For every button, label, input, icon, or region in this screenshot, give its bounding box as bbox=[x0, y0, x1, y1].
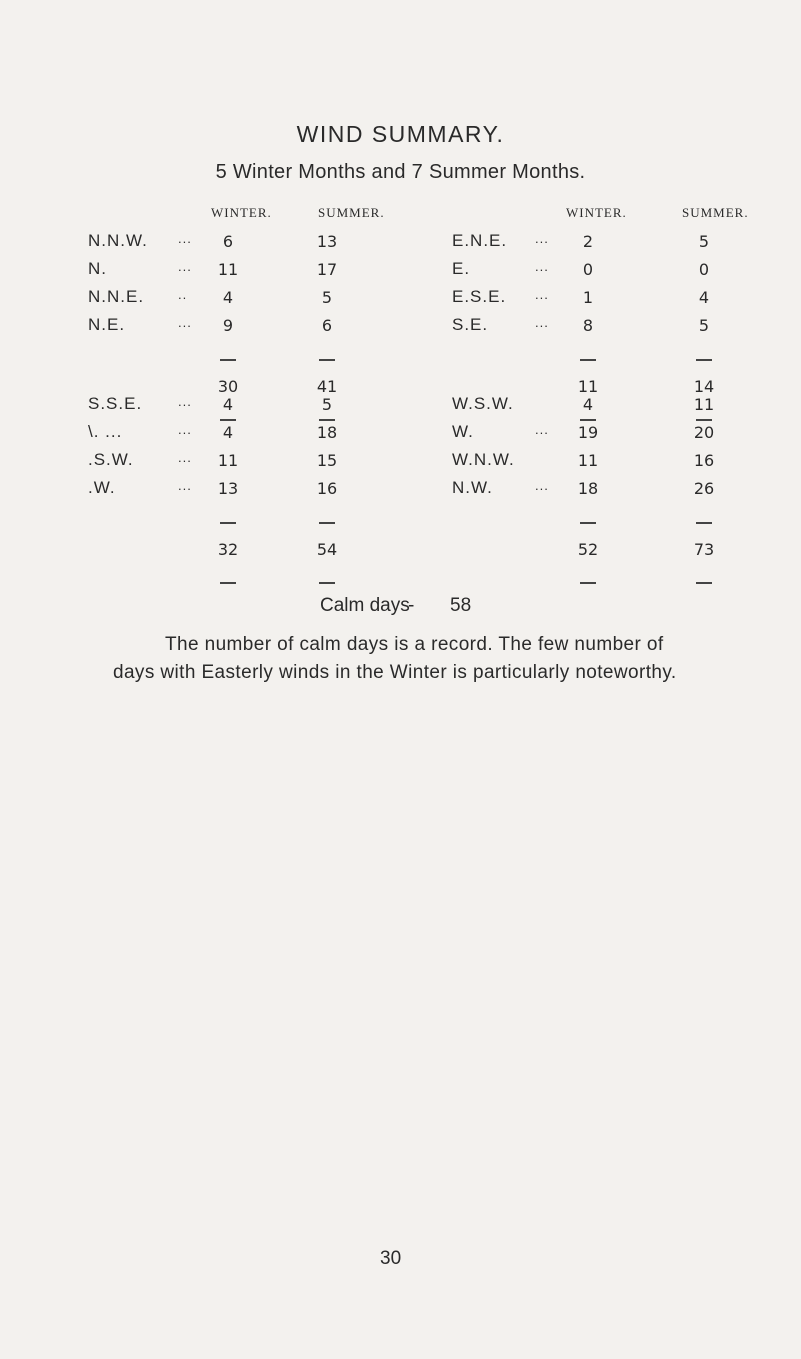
left-winter-value: 11 bbox=[217, 451, 239, 470]
right-summer-value: 5 bbox=[698, 232, 710, 251]
left-summer-value: 6 bbox=[321, 316, 333, 335]
right-direction-label: S.E. bbox=[452, 315, 489, 334]
right-winter-value: 18 bbox=[577, 479, 599, 498]
header-left-summer: SUMMER. bbox=[318, 205, 385, 220]
right-leader-dots: ... bbox=[535, 231, 549, 246]
rule-below-total bbox=[696, 419, 712, 421]
rule-below-total bbox=[319, 419, 335, 421]
right-summer-value: 5 bbox=[698, 316, 710, 335]
left-summer-value: 13 bbox=[316, 232, 338, 251]
left-winter-value: 4 bbox=[222, 288, 234, 307]
left-direction-label: .S.W. bbox=[88, 450, 134, 469]
right-direction-label: E.S.E. bbox=[452, 287, 507, 306]
left-direction-label: S.S.E. bbox=[88, 394, 143, 413]
right-winter-value: 1 bbox=[582, 288, 594, 307]
rule-above-total bbox=[580, 522, 596, 524]
right-summer-value: 26 bbox=[693, 479, 715, 498]
note-line-2: days with Easterly winds in the Winter is particularly noteworthy. bbox=[113, 662, 677, 683]
calm-days-value: 58 bbox=[450, 595, 472, 616]
right-leader-dots: ... bbox=[535, 478, 549, 493]
left-summer-value: 16 bbox=[316, 479, 338, 498]
total-ls-value: 54 bbox=[316, 540, 338, 559]
right-summer-value: 20 bbox=[693, 423, 715, 442]
page-title: WIND SUMMARY. bbox=[296, 121, 505, 147]
rule-above-total bbox=[696, 522, 712, 524]
rule-below-total bbox=[580, 582, 596, 584]
left-direction-label: N.N.E. bbox=[88, 287, 145, 306]
total-ls-value: 41 bbox=[316, 377, 338, 396]
right-winter-value: 19 bbox=[577, 423, 599, 442]
rule-below-total bbox=[220, 419, 236, 421]
left-winter-value: 11 bbox=[217, 260, 239, 279]
right-direction-label: W.S.W. bbox=[452, 394, 514, 413]
left-leader-dots: ... bbox=[178, 231, 192, 246]
calm-days-label: Calm days bbox=[320, 595, 410, 616]
total-rs-value: 14 bbox=[693, 377, 715, 396]
header-right-winter: WINTER. bbox=[566, 205, 627, 220]
total-lw-value: 30 bbox=[217, 377, 239, 396]
left-leader-dots: ... bbox=[178, 422, 192, 437]
header-right-summer: SUMMER. bbox=[682, 205, 749, 220]
page-subtitle: 5 Winter Months and 7 Summer Months. bbox=[215, 161, 586, 183]
left-leader-dots: .. bbox=[178, 287, 188, 302]
left-direction-label: \. ... bbox=[88, 422, 123, 441]
left-winter-value: 13 bbox=[217, 479, 239, 498]
right-winter-value: 2 bbox=[582, 232, 594, 251]
rule-below-total bbox=[319, 582, 335, 584]
right-leader-dots: ... bbox=[535, 315, 549, 330]
right-winter-value: 8 bbox=[582, 316, 594, 335]
left-winter-value: 9 bbox=[222, 316, 234, 335]
rule-below-total bbox=[220, 582, 236, 584]
rule-below-total bbox=[580, 419, 596, 421]
right-leader-dots: ... bbox=[535, 422, 549, 437]
left-direction-label: N.E. bbox=[88, 315, 126, 334]
rule-above-total bbox=[696, 359, 712, 361]
right-winter-value: 4 bbox=[582, 395, 594, 414]
total-rs-value: 73 bbox=[693, 540, 715, 559]
left-summer-value: 17 bbox=[316, 260, 338, 279]
left-summer-value: 18 bbox=[316, 423, 338, 442]
left-leader-dots: ... bbox=[178, 259, 192, 274]
page-number: 30 bbox=[380, 1248, 402, 1269]
right-summer-value: 4 bbox=[698, 288, 710, 307]
rule-above-total bbox=[319, 359, 335, 361]
right-direction-label: N.W. bbox=[452, 478, 493, 497]
header-left-winter: WINTER. bbox=[211, 205, 272, 220]
right-winter-value: 0 bbox=[582, 260, 594, 279]
left-direction-label: N.N.W. bbox=[88, 231, 148, 250]
left-summer-value: 5 bbox=[321, 395, 333, 414]
total-rw-value: 52 bbox=[577, 540, 599, 559]
right-leader-dots: ... bbox=[535, 287, 549, 302]
right-summer-value: 11 bbox=[693, 395, 715, 414]
left-summer-value: 15 bbox=[316, 451, 338, 470]
total-rw-value: 11 bbox=[577, 377, 599, 396]
note-line-1: The number of calm days is a record. The few number of bbox=[165, 634, 664, 655]
left-leader-dots: ... bbox=[178, 315, 192, 330]
left-winter-value: 6 bbox=[222, 232, 234, 251]
rule-above-total bbox=[580, 359, 596, 361]
rule-above-total bbox=[319, 522, 335, 524]
calm-days-separator: - bbox=[408, 595, 415, 616]
left-direction-label: N. bbox=[88, 259, 107, 278]
total-lw-value: 32 bbox=[217, 540, 239, 559]
rule-above-total bbox=[220, 359, 236, 361]
left-leader-dots: ... bbox=[178, 478, 192, 493]
right-summer-value: 0 bbox=[698, 260, 710, 279]
right-leader-dots: ... bbox=[535, 259, 549, 274]
right-direction-label: E.N.E. bbox=[452, 231, 508, 250]
right-winter-value: 11 bbox=[577, 451, 599, 470]
left-direction-label: .W. bbox=[88, 478, 116, 497]
rule-below-total bbox=[696, 582, 712, 584]
left-leader-dots: ... bbox=[178, 450, 192, 465]
right-direction-label: E. bbox=[452, 259, 471, 278]
right-direction-label: W.N.W. bbox=[452, 450, 515, 469]
right-summer-value: 16 bbox=[693, 451, 715, 470]
left-winter-value: 4 bbox=[222, 395, 234, 414]
right-direction-label: W. bbox=[452, 422, 474, 441]
left-leader-dots: ... bbox=[178, 394, 192, 409]
left-winter-value: 4 bbox=[222, 423, 234, 442]
left-summer-value: 5 bbox=[321, 288, 333, 307]
rule-above-total bbox=[220, 522, 236, 524]
